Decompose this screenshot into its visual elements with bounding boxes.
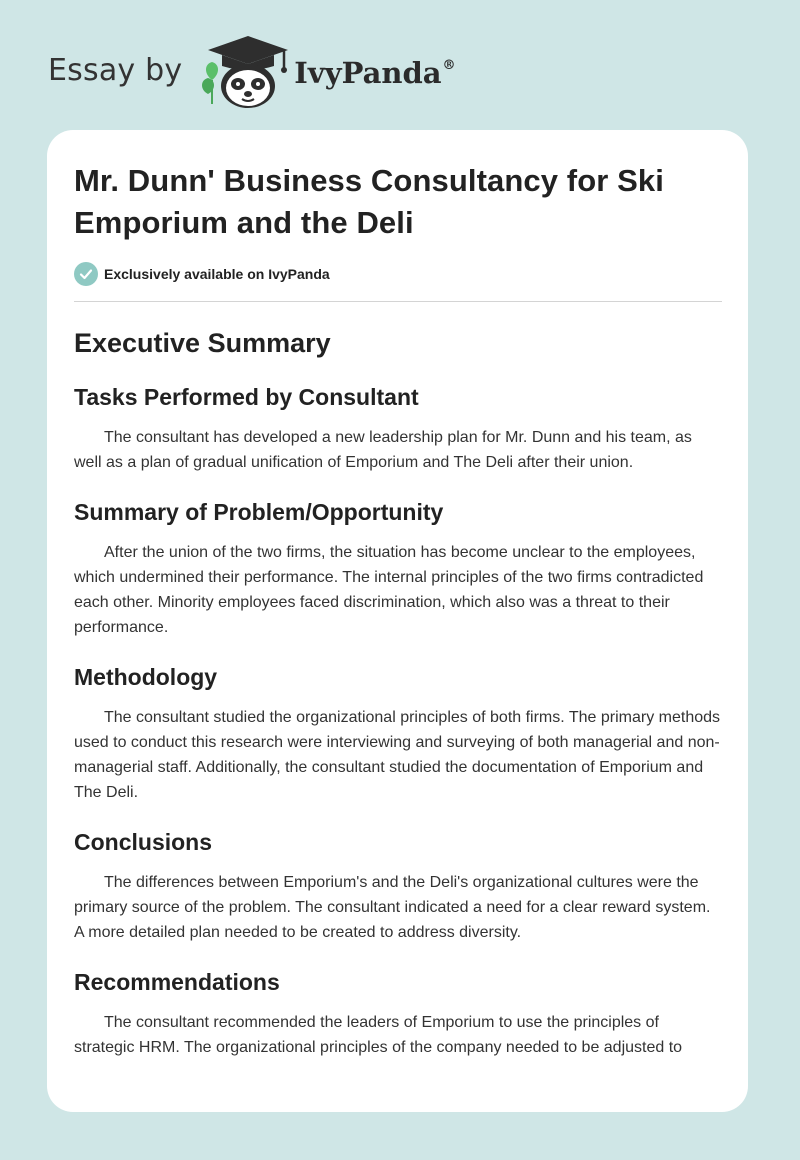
brand-name[interactable] xyxy=(294,56,455,90)
subheading-recommendations: Recommendations xyxy=(74,969,280,995)
panda-logo-icon[interactable] xyxy=(198,34,290,110)
paragraph-conclusions: The differences between Emporium's and the Deli's organizational cultures were the primary source of the problem. The consultant indicated a need for a clear reward system. A more detailed plan needed to be created to address diversity. xyxy=(74,874,711,941)
registered-mark: ® xyxy=(442,58,456,73)
page-title: Mr. Dunn' Business Consultancy for Ski Emporium and the Deli xyxy=(74,163,664,240)
check-icon xyxy=(74,262,98,286)
paragraph-recommendations: The consultant recommended the leaders of Emporium to use the principles of strategic HRM. The organizational principles of the company needed to be adjusted to xyxy=(74,1014,683,1056)
essay-by-label: Essay by xyxy=(48,52,183,88)
brand-label: IvyPanda xyxy=(294,56,442,90)
paragraph-tasks: The consultant has developed a new leadership plan for Mr. Dunn and his team, as well as a plan of gradual unification of Emporium and The Deli after their union. xyxy=(74,429,692,471)
subheading-problem: Summary of Problem/Opportunity xyxy=(74,499,444,525)
paragraph-methodology: The consultant studied the organizational principles of both firms. The primary methods used to conduct this research were interviewing and surveying of both managerial and non-managerial staff. Additionally, the consultant studied the documentation of Emporium and The Deli. xyxy=(74,709,721,801)
section-heading-executive-summary: Executive Summary xyxy=(74,328,331,358)
exclusive-badge-label: Exclusively available on IvyPanda xyxy=(104,266,330,282)
divider xyxy=(74,301,722,302)
paragraph-problem: After the union of the two firms, the situation has become unclear to the employees, which undermined their performance. The internal principles of the two firms contradicted each other. Minority employees faced discrimination, which also was a threat to their performance. xyxy=(74,544,704,636)
subheading-conclusions: Conclusions xyxy=(74,829,213,855)
essay-card xyxy=(47,130,748,1112)
exclusive-badge xyxy=(74,262,722,286)
subheading-methodology: Methodology xyxy=(74,664,218,690)
site-header xyxy=(48,34,456,110)
subheading-tasks: Tasks Performed by Consultant xyxy=(74,384,419,410)
